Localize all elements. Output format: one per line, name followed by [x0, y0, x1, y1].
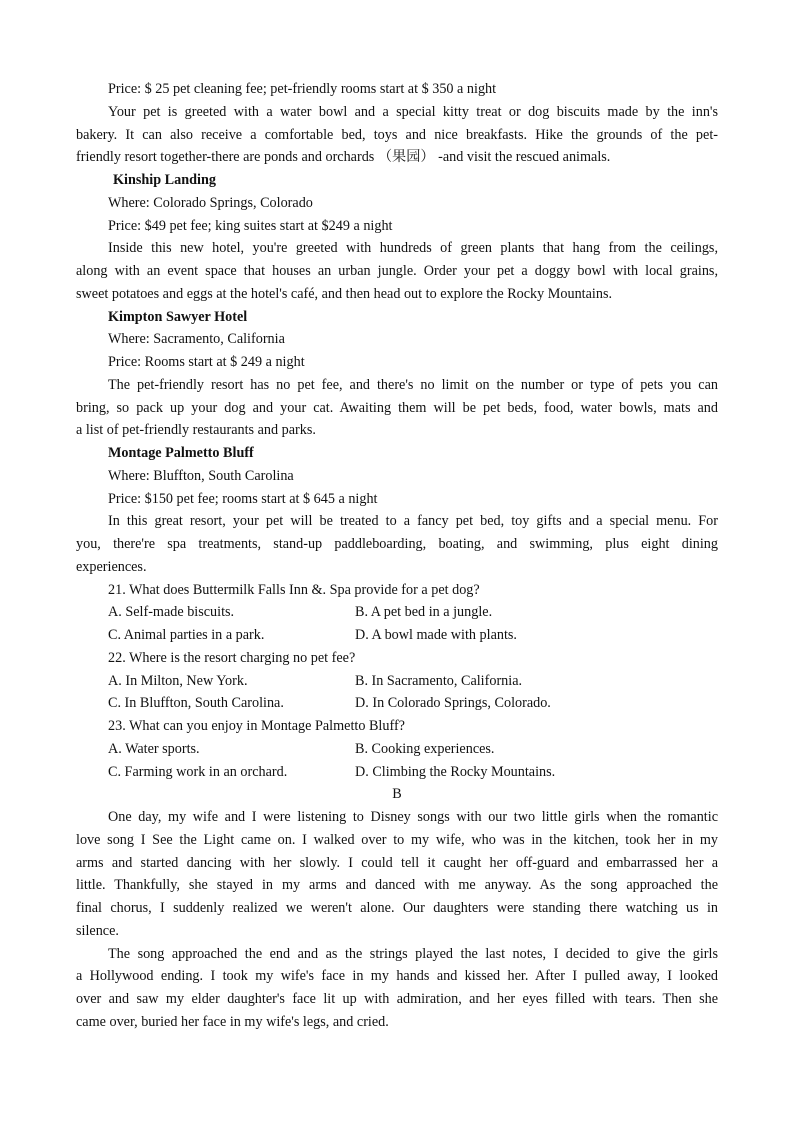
kimpton-desc-line-3: a list of pet-friendly restaurants and parks. — [76, 422, 316, 439]
question-22-option-b: B. In Sacramento, California. — [355, 672, 523, 689]
kimpton-desc-line-1: The pet-friendly resort has no pet fee, and there's no limit on the number or type of pets you can — [108, 376, 718, 393]
question-23-option-a: A. Water sports. — [108, 740, 200, 757]
section-b-p2-line-3: over and saw my elder daughter's face lit up with admiration, and her eyes filled with tears. Then she — [76, 991, 718, 1007]
buttermilk-desc-line-2: bakery. It can also receive a comfortable bed, toys and nice breakfasts. Hike the grounds of the pet- — [76, 126, 718, 143]
kimpton-desc-line-2: bring, so pack up your dog and your cat. Awaiting them will be pet beds, food, water bowls, mats and — [76, 399, 718, 416]
section-b-p1-line-2: love song I See the Light came on. I walked over to my wife, who was in the kitchen, took her in my — [76, 831, 718, 848]
kimpton-heading: Kimpton Sawyer Hotel — [108, 308, 248, 325]
question-21-option-a: A. Self-made biscuits. — [108, 604, 235, 621]
montage-where: Where: Bluffton, South Carolina — [108, 467, 294, 484]
question-22-options-row-1 — [76, 670, 718, 693]
kimpton-price: Price: Rooms start at $ 249 a night — [108, 354, 305, 370]
montage-desc-line-2: you, there're spa treatments, stand-up paddleboarding, boating, and swimming, plus eight dining — [76, 536, 718, 552]
question-21-stem: 21. What does Buttermilk Falls Inn &. Spa provide for a pet dog? — [108, 581, 480, 598]
kinship-heading: Kinship Landing — [113, 172, 216, 188]
question-23-options-row-1 — [76, 738, 718, 761]
question-21-option-b: B. A pet bed in a jungle. — [355, 604, 493, 621]
section-b-p1-line-4: little. Thankfully, she stayed in my arms and danced with me anyway. As the song approached the — [76, 877, 718, 894]
section-b-label: B — [392, 786, 402, 803]
section-b-p1-line-3: arms and started dancing with her slowly. I could tell it caught her off-guard and embarrassed her a — [76, 854, 718, 871]
montage-heading: Montage Palmetto Bluff — [108, 445, 254, 461]
question-22-option-d: D. In Colorado Springs, Colorado. — [355, 695, 551, 712]
question-23-option-d: D. Climbing the Rocky Mountains. — [355, 763, 556, 780]
section-b-p1-line-6: silence. — [76, 922, 119, 939]
section-b-p2-line-1: The song approached the end and as the strings played the last notes, I decided to give the girls — [108, 945, 718, 962]
kimpton-where: Where: Sacramento, California — [108, 331, 285, 348]
question-22-options-row-2 — [76, 692, 718, 715]
kinship-desc-line-3: sweet potatoes and eggs at the hotel's café, and then head out to explore the Rocky Mountains. — [76, 285, 613, 302]
montage-price: Price: $150 pet fee; rooms start at $ 645 a night — [108, 490, 378, 507]
buttermilk-desc-line-1: Your pet is greeted with a water bowl and a special kitty treat or dog biscuits made by the inn's — [108, 103, 718, 120]
kinship-desc-line-1: Inside this new hotel, you're greeted with hundreds of green plants that hang from the ceilings, — [108, 240, 718, 257]
section-b-p1-line-5: final chorus, I suddenly realized we weren't alone. Our daughters were standing there watching us in — [76, 900, 718, 916]
kinship-where: Where: Colorado Springs, Colorado — [108, 194, 313, 211]
question-22-option-a: A. In Milton, New York. — [108, 672, 248, 689]
montage-desc-line-1: In this great resort, your pet will be treated to a fancy pet bed, toy gifts and a special menu. For — [108, 513, 718, 530]
question-21-options-row-1 — [76, 601, 718, 624]
question-21-option-c: C. Animal parties in a park. — [108, 627, 265, 643]
section-b-p2-line-4: came over, buried her face in my wife's legs, and cried. — [76, 1013, 389, 1030]
section-b-p1-line-1: One day, my wife and I were listening to Disney songs with our two little girls when the romantic — [108, 809, 718, 825]
question-22-option-c: C. In Bluffton, South Carolina. — [108, 695, 284, 712]
question-23-stem: 23. What can you enjoy in Montage Palmetto Bluff? — [108, 718, 405, 734]
buttermilk-price: Price: $ 25 pet cleaning fee; pet-friendly rooms start at $ 350 a night — [108, 81, 497, 97]
question-23-options-row-2 — [76, 761, 718, 784]
question-23-option-b: B. Cooking experiences. — [355, 740, 495, 757]
document-page — [76, 78, 718, 1034]
question-23-option-c: C. Farming work in an orchard. — [108, 763, 288, 780]
buttermilk-desc-line-3: friendly resort together-there are ponds and orchards （果园） -and visit the rescued animals. — [76, 149, 611, 166]
kinship-price: Price: $49 pet fee; king suites start at $249 a night — [108, 217, 393, 234]
kinship-desc-line-2: along with an event space that houses an urban jungle. Order your pet a doggy bowl with local grains, — [76, 263, 718, 279]
question-21-option-d: D. A bowl made with plants. — [355, 627, 517, 643]
question-21-options-row-2 — [76, 624, 718, 647]
montage-desc-line-3: experiences. — [76, 558, 147, 575]
section-b-p2-line-2: a Hollywood ending. I took my wife's face in my hands and kissed her. After I pulled away, I looked — [76, 968, 718, 985]
question-22-stem: 22. Where is the resort charging no pet fee? — [108, 649, 356, 666]
